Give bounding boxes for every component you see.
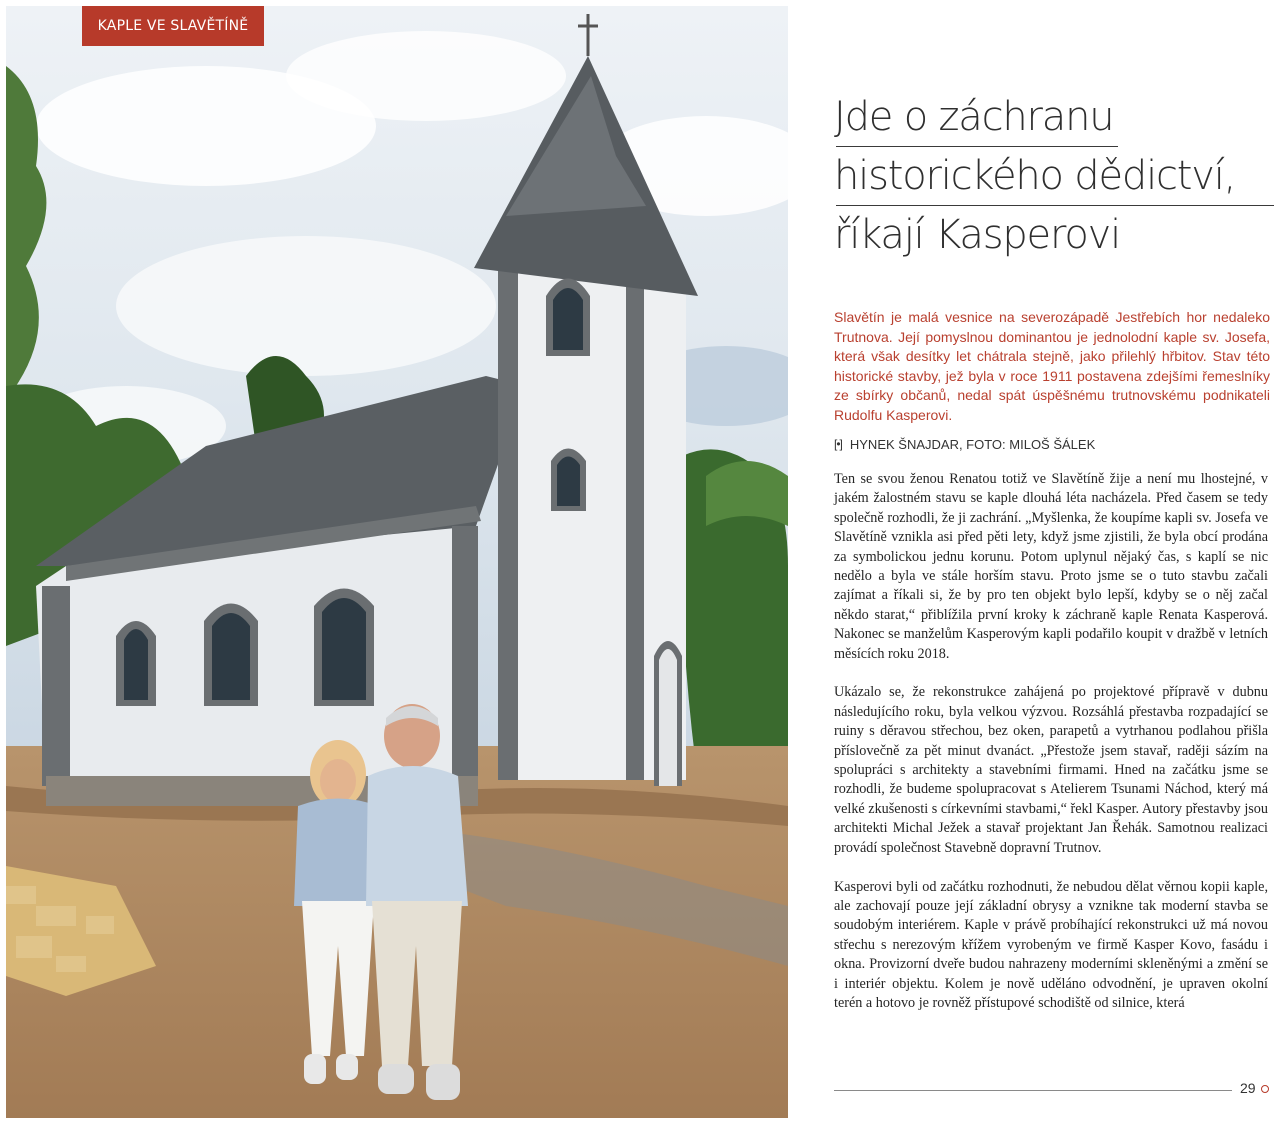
page-dot-icon: [1261, 1085, 1269, 1093]
article-body: [834, 470, 1268, 1033]
footer-rule: [834, 1090, 1232, 1091]
paragraph: Ukázalo se, že rekonstrukce zahájená po projektové přípravě v dubnu následujícího roku, byla velkou výzvou. Rozsáhlá přestavba rozpadající se ruiny s děravou střechou, bez oken, parapetů a vytrhanou podlahou přišla příslovečně za pět minut dvanáct. „Přestože jsem stavař, raději sázím na spolupráci s architekty a stavebními firmami. Hned na začátku jsme se rozhodli, že budeme spolupracovat s Atelierem Tsunami Náchod, který má velké zkušenosti s církevními stavbami,“ řekl Kasper. Autory přestavby jsou architekti Michal Ježek a stavař projektant Jan Řehák. Samotnou realizaci provádí společnost Stavebně dopravní Trutnov.: [834, 684, 1268, 856]
headline-line-1: Jde o záchranu: [834, 94, 1114, 140]
camera-icon: [•]: [834, 437, 842, 451]
section-tag: KAPLE VE SLAVĚTÍNĚ: [82, 6, 264, 46]
byline: [834, 434, 1270, 454]
chapel-photo: [6, 6, 788, 1118]
article-headline: [834, 88, 1274, 264]
page-number: 29: [1240, 1080, 1256, 1096]
headline-line-2: historického dědictví,: [834, 153, 1236, 199]
paragraph: Ten se svou ženou Renatou totiž ve Slavětíně žije a není mu lhostejné, v jakém žalostném stavu se kaple dlouhá léta nacházela. Před časem se tedy společně rozhodli, že ji zachrání. „Myšlenka, že koupíme kapli sv. Josefa ve Slavětíně vznikla asi před pěti lety, když jsme zjistili, že byla obcí prodána za symbolickou jednu korunu. Potom uplynul nějaký čas, s kaplí se nic nedělo a byla ve stále horším stavu. Proto jsme se o tuto stavbu začali zajímat a říkali si, že by pro ten objekt bylo lepší, kdyby se o něj začal někdo starat,“ přiblížila první kroky k záchraně kaple Renata Kasperová. Nakonec se manželům Kasperovým kapli podařilo koupit v dražbě v letních měsících roku 2018.: [834, 471, 1268, 662]
chapel-illustration: [6, 6, 788, 1118]
article-lead: Slavětín je malá vesnice na severozápadě Jestřebích hor nedaleko Trutnova. Její pomyslnou dominantou je jednolodní kaple sv. Josefa, která však desítky let chátrala stejně, jako přilehlý hřbitov. Stav této historické stavby, jež byla v roce 1911 postavena zdejšími řemeslníky ze sbírky občanů, nedal spát úspěšnému trutnovskému podnikateli Rudolfu Kasperovi.: [834, 309, 1270, 423]
byline-text: HYNEK ŠNAJDAR, FOTO: MILOŠ ŠÁLEK: [849, 436, 1096, 452]
headline-line-3: říkají Kasperovi: [834, 212, 1120, 258]
paragraph: Kasperovi byli od začátku rozhodnuti, že nebudou dělat věrnou kopii kaple, ale zachovají pouze její základní obrysy a vznikne tak moderní stavba se soudobým interiérem. Kaple v právě probíhající rekonstrukci už má novou střechu s nerezovým křížem vyrobeným ve firmě Kasper Kovo, fasádu i okna. Provizorní dveře budou nahrazeny moderními skleněnými a změní se i interiér objektu. Kolem je nově uděláno odvodnění, je upraven okolní terén a hotovo je rovněž přístupové schodiště od silnice, která: [834, 878, 1268, 1011]
article: [812, 0, 1280, 1124]
